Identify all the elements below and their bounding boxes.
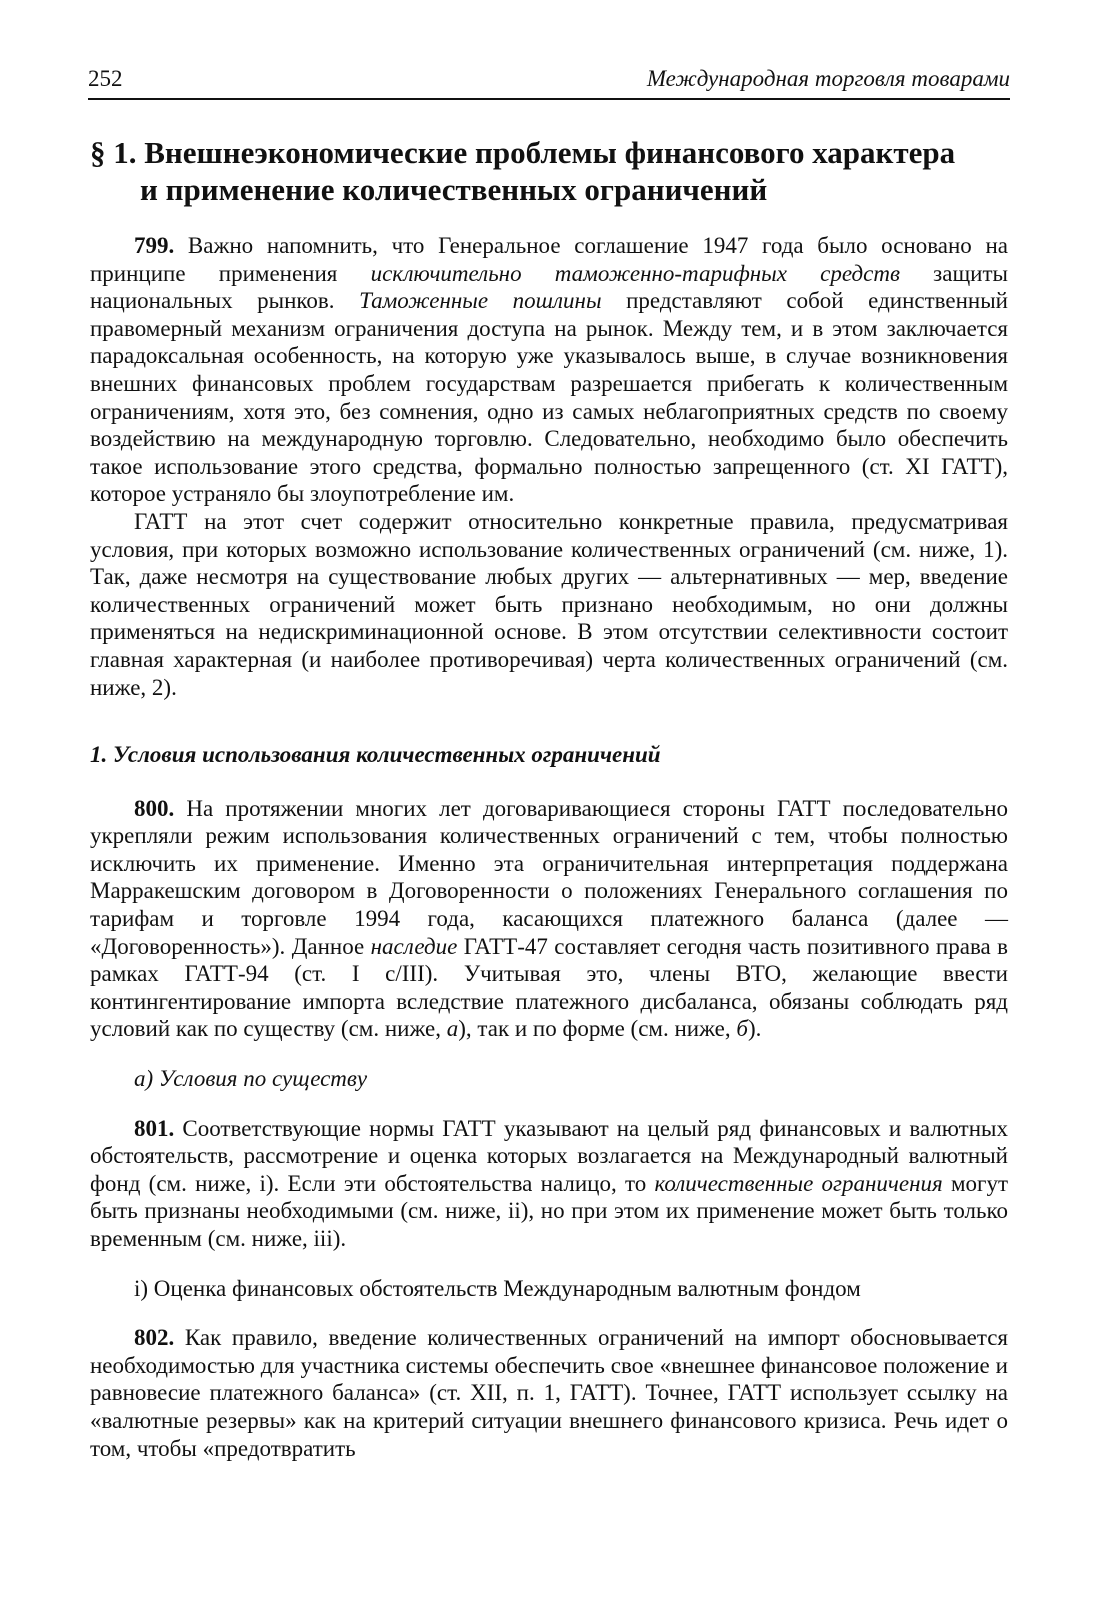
emphasis-text: б: [736, 1016, 748, 1042]
paragraph-text: ГАТТ-47 составляет сегодня часть позитивного права в рамках ГАТТ-94 (ст. I с/III). Учитывая это, члены ВТО, желающие ввести контингентирование импорта вследствие платежного дисбаланса, обязаны соблюдать ряд условий как по существу (см. ниже,: [90, 933, 1008, 1042]
subsection-heading: 1. Условия использования количественных ограничений: [90, 742, 661, 768]
subsection-heading-i: i) Оценка финансовых обстоятельств Международным валютным фондом: [134, 1275, 861, 1301]
paragraph-text: представляют собой единственный правомерный механизм ограничения доступа на рынок. Между тем, и в этом заключается парадоксальная особенность, на которую уже указывалось выше, в случае возникновения внешних финансовых проблем государствам разрешается прибегать к количественным ограничениям, хотя это, без сомнения, одно из самых неблагоприятных средств по своему воздействию на международную торговлю. Следовательно, необходимо было обеспечить такое использование этого средства, формально полностью запрещенного (ст. XI ГАТТ), которое устраняло бы злоупотребление им.: [90, 288, 1008, 507]
paragraph-801: [90, 1115, 1008, 1253]
emphasis-text: наследие: [370, 933, 458, 959]
paragraph-number: 799.: [134, 233, 175, 258]
paragraph-text: Как правило, введение количественных ограничений на импорт обосновывается необходимостью для участника системы обеспечить свое «внешнее финансовое положение и равновесие платежного баланса» (ст. XII, п. 1, ГАТТ). Точнее, ГАТТ использует ссылку на «валютные резервы» как на критерий ситуации внешнего финансового кризиса. Речь идет о том, чтобы «предотвратить: [90, 1325, 1008, 1461]
emphasis-text: исключительно таможенно-тарифных средств: [370, 260, 900, 286]
paragraph-text: могут быть признаны необходимыми (см. ниже, ii), но при этом их применение может быть только временным (см. ниже, iii).: [90, 1170, 1008, 1251]
paragraph-799: [90, 232, 1008, 508]
paragraph-text: Важно напомнить, что Генеральное соглашение 1947 года было основано на принципе применения: [90, 233, 1008, 286]
subsection-heading-a: а) Условия по существу: [134, 1066, 368, 1092]
body-text: [90, 232, 1008, 1462]
emphasis-text: количественные ограничения: [654, 1170, 943, 1196]
emphasis-text: Таможенные пошлины: [359, 288, 602, 314]
paragraph-number: 802.: [134, 1325, 175, 1351]
paragraph-text: На протяжении многих лет договаривающиеся стороны ГАТТ последовательно укрепляли режим использования количественных ограничений с тем, чтобы полностью исключить их применение. Именно эта ограничительная интерпретация поддержана Марракешским договором в Договоренности о положениях Генерального соглашения по тарифам и торговле 1994 года, касающихся платежного баланса (далее — «Договоренность»). Данное: [90, 795, 1008, 959]
paragraph-text: Соответствующие нормы ГАТТ указывают на целый ряд финансовых и валютных обстоятельств, рассмотрение и оценка которых возлагается на Международный валютный фонд (см. ниже, i). Если эти обстоятельства налицо, то: [90, 1115, 1008, 1196]
paragraph-text: ).: [747, 1016, 762, 1042]
emphasis-text: а: [446, 1016, 459, 1042]
paragraph-802: [90, 1324, 1008, 1462]
paragraph-text: ), так и по форме (см. ниже,: [458, 1016, 737, 1042]
section-title-line2: и применение количественных ограничений: [140, 172, 768, 207]
paragraph-text: защиты национальных рынков.: [90, 260, 1008, 314]
running-title: Международная торговля товарами: [646, 66, 1010, 91]
paragraph-number: 800.: [134, 795, 175, 821]
section-title-line1: § 1. Внешнеэкономические проблемы финансового характера: [90, 135, 956, 170]
page-number: 252: [88, 66, 123, 91]
paragraph-799-continued: ГАТТ на этот счет содержит относительно конкретные правила, предусматривая условия, при которых возможно использование количественных ограничений (см. ниже, 1). Так, даже несмотря на существование любых других — альтернативных — мер, введение количественных ограничений может быть признано необходимым, но они должны применяться на недискриминационной основе. В этом отсутствии селективности состоит главная характерная (и наиболее противоречивая) черта количественных ограничений (см. ниже, 2).: [90, 508, 1008, 700]
page-header: [88, 62, 1010, 100]
paragraph-800: [90, 795, 1008, 1043]
paragraph-number: 801.: [134, 1115, 175, 1141]
section-heading: [90, 134, 990, 208]
